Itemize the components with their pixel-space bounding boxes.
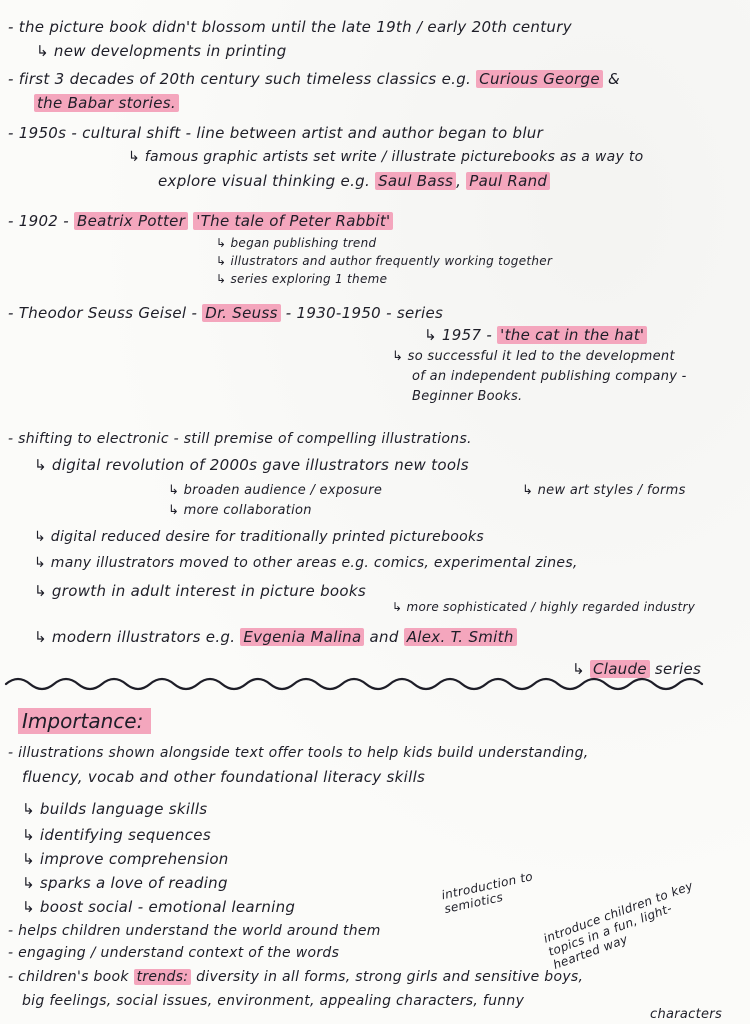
note-subline: ↳ digital reduced desire for traditionally printed picturebooks [34, 529, 485, 545]
note-line: fluency, vocab and other foundational literacy skills [22, 768, 426, 786]
highlight: Beatrix Potter [74, 212, 188, 230]
note-line: - 1950s - cultural shift - line between artist and author began to blur [8, 124, 544, 142]
note-subline: ↳ Claude series [572, 660, 702, 678]
note-subline: ↳ growth in adult interest in picture books [34, 582, 366, 600]
wavy-divider [0, 672, 750, 696]
note-subline: ↳ new art styles / forms [522, 483, 686, 498]
highlight: trends: [134, 969, 192, 985]
note-line: - illustrations shown alongside text offer tools to help kids build understanding, [8, 745, 589, 761]
highlight: Paul Rand [466, 172, 550, 190]
note-subline: explore visual thinking e.g. Saul Bass , Paul Rand [158, 172, 550, 190]
note-line: - helps children understand the world around them [8, 923, 381, 939]
side-note: introduce children to key topics in a fun, light-hearted way [541, 878, 695, 972]
highlight: Alex. T. Smith [404, 628, 517, 646]
note-subline: ↳ more sophisticated / highly regarded industry [392, 600, 696, 614]
note-subline: ↳ more collaboration [168, 503, 312, 518]
note-line: - shifting to electronic - still premise of compelling illustrations. [8, 431, 472, 447]
note-line: - Theodor Seuss Geisel - Dr. Seuss - 1930-1950 - series [8, 304, 444, 322]
note-subline: ↳ 1957 - 'the cat in the hat' [424, 326, 647, 344]
note-subline: ↳ new developments in printing [36, 42, 287, 60]
highlight: the Babar stories. [34, 94, 179, 112]
note-line: - children's book trends: diversity in all forms, strong girls and sensitive boys, [8, 969, 584, 985]
note-subline: ↳ so successful it led to the development [392, 349, 675, 364]
note-subline: ↳ series exploring 1 theme [216, 272, 388, 286]
note-subline: ↳ modern illustrators e.g. Evgenia Malina and Alex. T. Smith [34, 628, 517, 646]
note-subline: ↳ digital revolution of 2000s gave illustrators new tools [34, 456, 469, 474]
highlight: 'The tale of Peter Rabbit' [193, 212, 393, 230]
note-subline: ↳ began publishing trend [216, 236, 377, 250]
highlight: Claude [590, 660, 650, 678]
note-subline: ↳ builds language skills [22, 800, 208, 818]
note-subline: ↳ many illustrators moved to other areas e.g. comics, experimental zines, [34, 555, 578, 571]
highlight: Curious George [476, 70, 603, 88]
highlight: Saul Bass [375, 172, 456, 190]
note-line: - first 3 decades of 20th century such timeless classics e.g. Curious George & [8, 70, 620, 88]
note-line: - engaging / understand context of the words [8, 945, 340, 961]
highlight: Dr. Seuss [202, 304, 280, 322]
note-line [34, 94, 179, 112]
section-heading: Importance: [18, 708, 151, 734]
note-subline: ↳ boost social - emotional learning [22, 898, 296, 916]
highlight: 'the cat in the hat' [497, 326, 647, 344]
note-subline: ↳ broaden audience / exposure [168, 483, 383, 498]
note-subline: ↳ improve comprehension [22, 850, 229, 868]
note-subline: Beginner Books. [412, 389, 523, 404]
note-subline: ↳ famous graphic artists set write / illustrate picturebooks as a way to [128, 149, 644, 165]
note-line: big feelings, social issues, environment, appealing characters, funny [22, 993, 525, 1009]
note-line: characters [650, 1007, 723, 1022]
note-subline: ↳ illustrators and author frequently working together [216, 254, 553, 268]
note-line: - the picture book didn't blossom until the late 19th / early 20th century [8, 18, 572, 36]
note-line: - 1902 - Beatrix Potter 'The tale of Peter Rabbit' [8, 212, 393, 230]
note-subline: ↳ sparks a love of reading [22, 874, 228, 892]
highlight: Evgenia Malina [240, 628, 364, 646]
side-note: introduction to semiotics [440, 869, 535, 916]
note-subline: of an independent publishing company - [412, 369, 687, 384]
note-subline: ↳ identifying sequences [22, 826, 211, 844]
